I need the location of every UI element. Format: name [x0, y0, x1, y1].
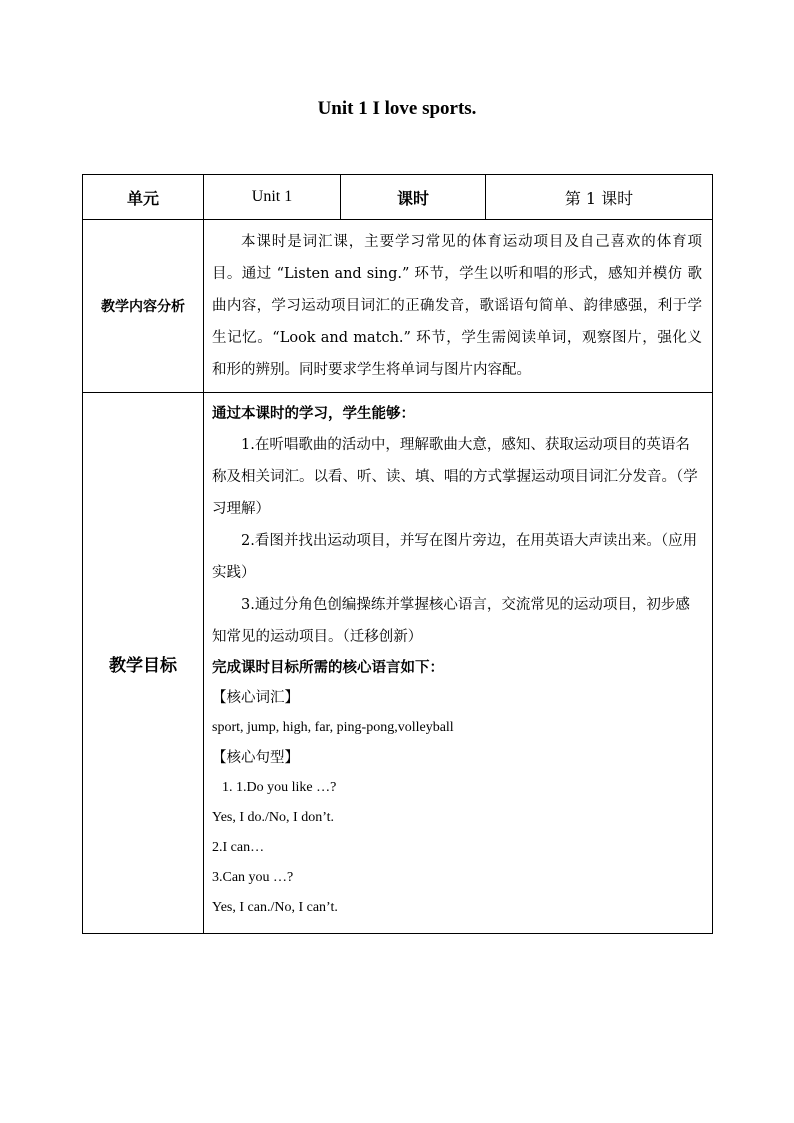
goal-item-1: 1.在听唱歌曲的活动中，理解歌曲大意，感知、获取运动项目的英语名称及相关词汇。以看、听、读、填、唱的方式掌握运动项目词汇分发音。（学习理解） — [212, 437, 698, 517]
lesson-plan-table — [82, 174, 713, 934]
sentence-item: 3.Can you …? — [212, 870, 294, 885]
unit-value: Unit 1 — [204, 175, 341, 220]
document-title: Unit 1 I love sports. — [317, 98, 477, 119]
sentence-item: Yes, I can./No, I can’t. — [212, 900, 338, 915]
vocab-heading: 【核心词汇】 — [212, 690, 299, 706]
goals-label: 教学目标 — [83, 393, 204, 934]
analysis-text: 本课时是词汇课，主要学习常见的体育运动项目及自己喜欢的体育项目。通过 “Listen and sing.” 环节，学生以听和唱的形式，感知并模仿 歌曲内容，学习运动项目词汇的正确发音，歌谣语句简单、韵律感强，利于学生记忆。“Look and match.” 环节，学生需阅读单词，观察图片，强化义和形的辨别。同时要求学生将单词与图片内容配。 — [212, 234, 702, 378]
sentence-item: 1. 1.Do you like …? — [222, 780, 337, 795]
sentence-heading: 【核心句型】 — [212, 750, 299, 766]
header-row — [83, 175, 713, 220]
goal-item-3: 3.通过分角色创编操练并掌握核心语言，交流常见的运动项目，初步感知常见的运动项目。（迁移创新） — [212, 597, 690, 645]
goals-intro: 通过本课时的学习，学生能够： — [212, 405, 415, 422]
lesson-label: 课时 — [341, 175, 486, 220]
goal-item-2: 2.看图并找出运动项目，并写在图片旁边，在用英语大声读出来。（应用实践） — [212, 533, 698, 581]
core-language-intro: 完成课时目标所需的核心语言如下： — [212, 659, 444, 676]
goals-row — [83, 393, 713, 934]
analysis-row — [83, 220, 713, 393]
goals-cell — [204, 393, 713, 934]
lesson-value: 第 1 课时 — [486, 175, 713, 220]
analysis-cell — [204, 220, 713, 393]
sentence-item: 2.I can… — [212, 840, 265, 855]
sentence-item: Yes, I do./No, I don’t. — [212, 810, 334, 825]
vocab-list: sport, jump, high, far, ping-pong,volleyball — [212, 720, 454, 735]
unit-label: 单元 — [83, 175, 204, 220]
analysis-label: 教学内容分析 — [83, 220, 204, 393]
